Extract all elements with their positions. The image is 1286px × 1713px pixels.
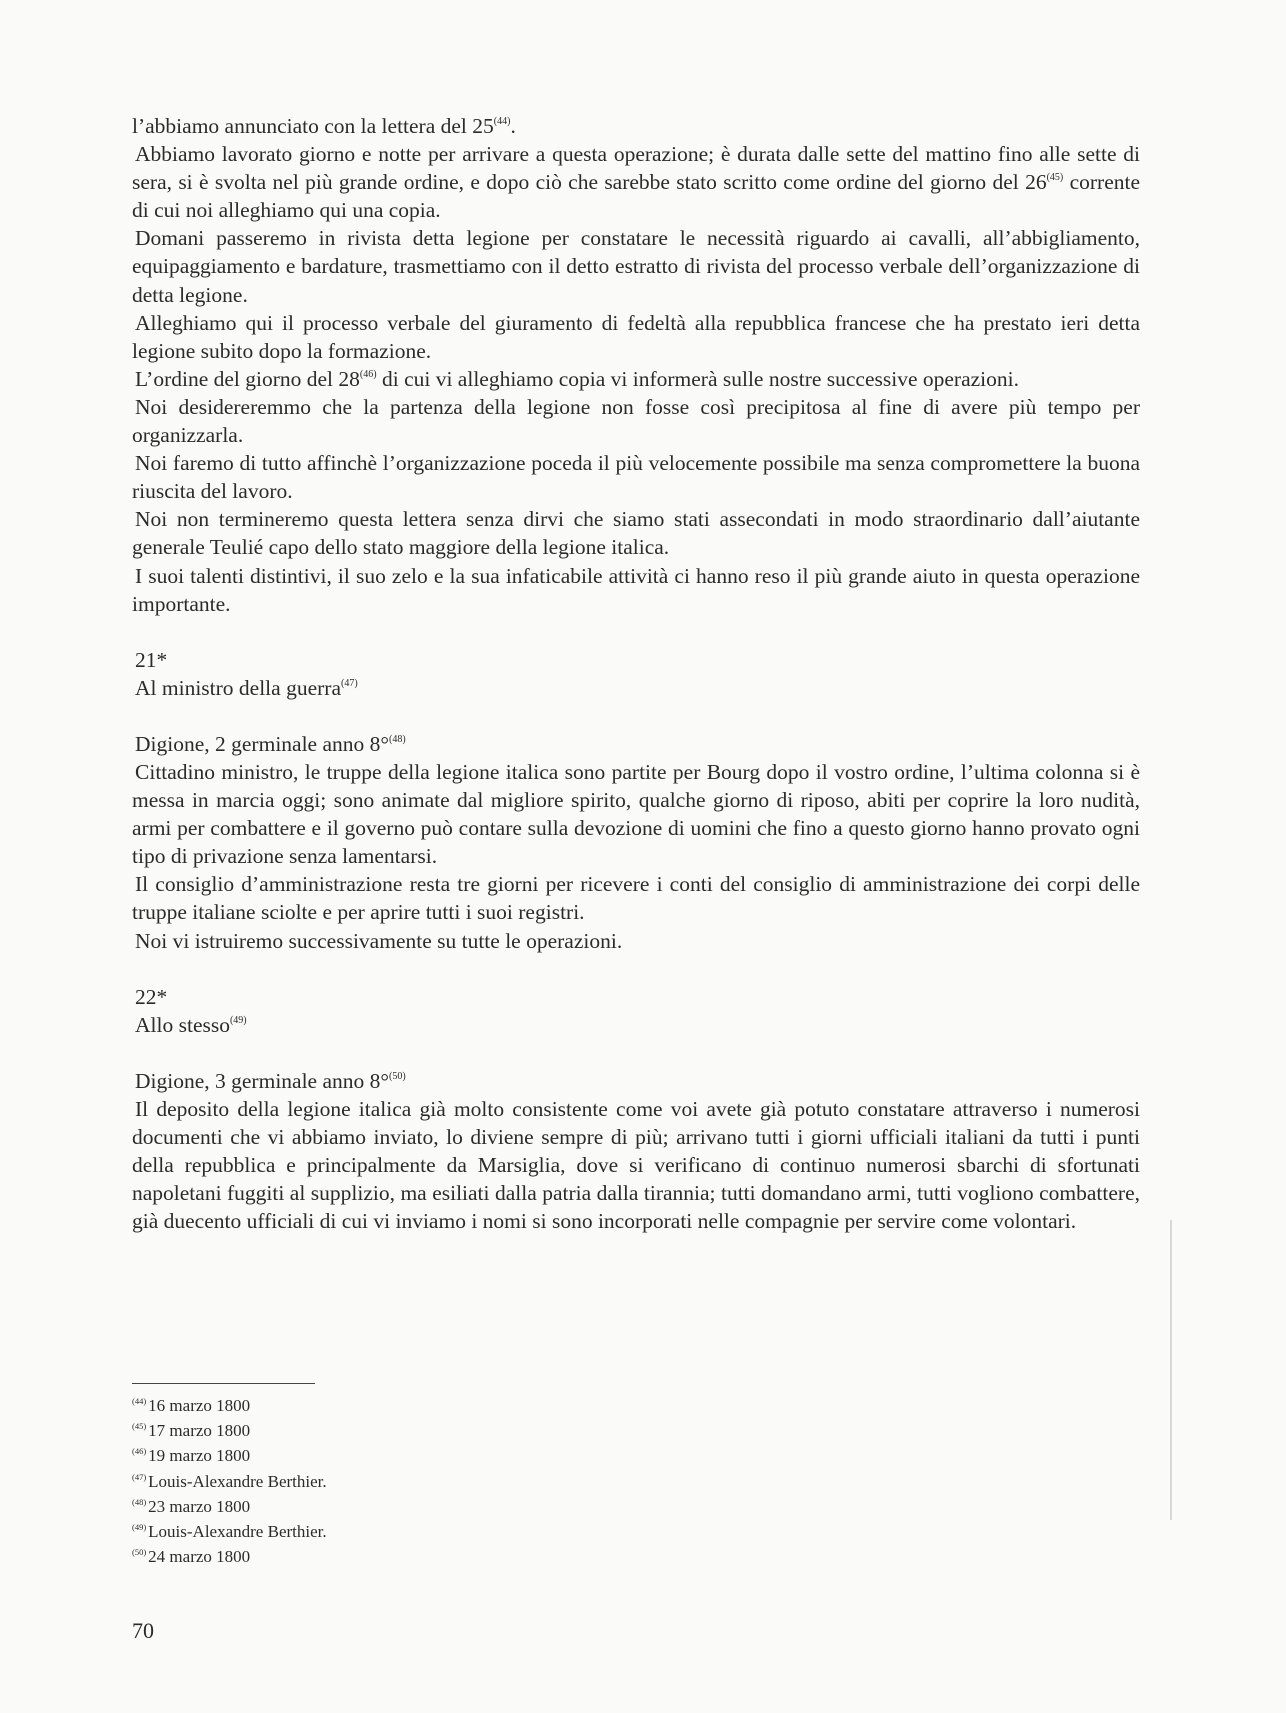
footnote-ref: (45) <box>1046 172 1064 184</box>
paragraph: Noi desidereremmo che la partenza della legione non fosse così precipitosa al fine di avere più tempo per organizzarla. <box>132 394 1140 448</box>
paragraph: Alleghiamo qui il processo verbale del giuramento di fedeltà alla repubblica francese che ha prestato ieri detta legione subito dopo la formazione. <box>132 310 1140 363</box>
footnote: $^{(44)}$ 16 marzo 1800 <box>132 1396 251 1415</box>
letter-number: 22* <box>135 984 168 1009</box>
footnote-ref: (50) <box>389 1070 406 1082</box>
footnote: $^{(45)}$ 17 marzo 1800 <box>132 1421 251 1441</box>
body-text <box>132 112 1140 1235</box>
letter-place-date: Digione, 2 germinale anno 8°$^{(48)}$ <box>135 731 406 756</box>
page-number: 70 <box>132 1618 154 1643</box>
letter-number: 21* <box>135 647 168 672</box>
letter-recipient: Allo stesso$^{(49)}$ <box>135 1012 247 1037</box>
footnote-ref: (44) <box>493 116 511 127</box>
footnote-ref: (49) <box>229 1014 247 1026</box>
paragraph: Abbiamo lavorato giorno e notte per arrivare a questa operazione; è durata dalle sette del mattino fino alle sette di sera, si è svolta nel più grande ordine, e dopo ciò che sarebbe stato scritto come ordine del giorno del 26$^{(45)}$ corrente di cui noi alleghiamo qui una copia. <box>132 142 1140 223</box>
footnote: $^{(50)}$ 24 marzo 1800 <box>132 1547 251 1567</box>
paragraph: Il deposito della legione italica già molto consistente come voi avete già potuto constatare attraverso i numerosi documenti che vi abbiamo inviato, lo diviene sempre di più; arrivano tutti i giorni ufficiali italiani da tutti i punti della repubblica e principalmente da Marsiglia, dove si verificano di continuo numerosi sbarchi di sfortunati napoletani fuggiti al supplizio, ma esiliati dalla patria dalla tirannia; tutti domandano armi, tutti vogliono combattere, già duecento ufficiali di cui vi inviamo i nomi si sono incorporati nelle compagnie per servire come volontari. <box>132 1096 1140 1234</box>
paragraph: Noi faremo di tutto affinchè l’organizzazione poceda il più velocemente possibile ma senza compromettere la buona riuscita del lavoro. <box>132 451 1140 504</box>
page-edge-line <box>1170 1220 1172 1520</box>
footnote: $^{(46)}$ 19 marzo 1800 <box>132 1446 251 1466</box>
paragraph: I suoi talenti distintivi, il suo zelo e la sua infaticabile attività ci hanno reso il più grande aiuto in questa operazione importante. <box>132 563 1140 616</box>
footnote-divider <box>132 1383 315 1384</box>
paragraph: Noi non termineremo questa lettera senza dirvi che siamo stati assecondati in modo straordinario dall’aiutante generale Teulié capo dello stato maggiore della legione italica. <box>132 507 1140 560</box>
footnote-ref: (48) <box>389 733 406 745</box>
footnotes <box>132 1393 327 1569</box>
paragraph: L’ordine del giorno del 28$^{(46)}$ di cui vi alleghiamo copia vi informerà sulle nostre successive operazioni. <box>135 366 1020 391</box>
paragraph: Domani passeremo in rivista detta legione per constatare le necessità riguardo ai cavalli, all’abbigliamento, equipaggiamento e bardature, trasmettiamo con il detto estratto di rivista del processo verbale dell’organizzazione di detta legione. <box>132 226 1140 307</box>
paragraph: Noi vi istruiremo successivamente su tutte le operazioni. <box>135 928 623 953</box>
footnote-ref: (46) <box>359 368 377 380</box>
letter-recipient: Al ministro della guerra$^{(47)}$ <box>135 675 358 700</box>
paragraph: Cittadino ministro, le truppe della legione italica sono partite per Bourg dopo il vostro ordine, l’ultima colonna si è messa in marcia oggi; sono animate dal migliore spirito, qualche giorno di riposo, abiti per coprire la loro nudità, armi per combattere e il governo può contare sulla devozione di uomini che fino a questo giorno hanno provato ogni tipo di privazione senza lamentarsi. <box>132 759 1140 869</box>
footnote: $^{(47)}$ Louis-Alexandre Berthier. <box>132 1471 327 1491</box>
footnote: $^{(49)}$ Louis-Alexandre Berthier. <box>132 1522 327 1542</box>
letter-place-date: Digione, 3 germinale anno 8°$^{(50)}$ <box>135 1068 406 1093</box>
paragraph: Il consiglio d’amministrazione resta tre giorni per ricevere i conti del consiglio di amministrazione dei corpi delle truppe italiane sciolte e per aprire tutti i suoi registri. <box>132 872 1140 925</box>
footnote-ref: (47) <box>340 677 358 689</box>
paragraph: l’abbiamo annunciato con la lettera del 25$^{(44)}$. <box>132 114 516 138</box>
footnote: $^{(48)}$ 23 marzo 1800 <box>132 1496 251 1516</box>
